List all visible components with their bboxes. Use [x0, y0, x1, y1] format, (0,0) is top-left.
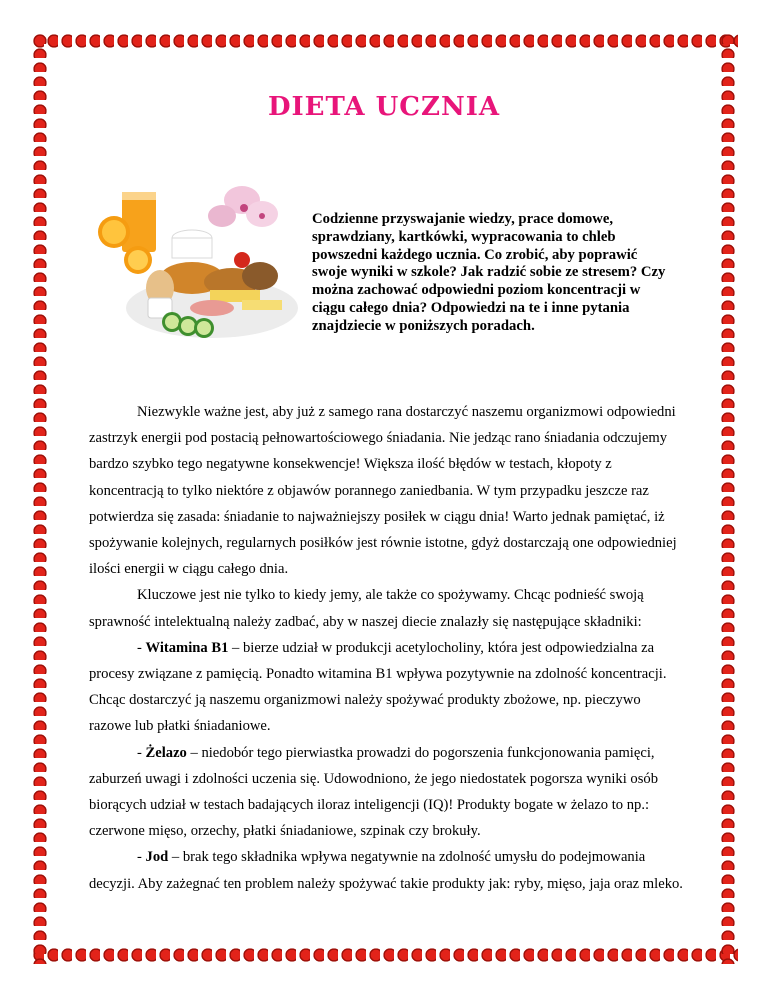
nutrient-item: - Jod – brak tego składnika wpływa negatywnie na zdolność umysłu do podejmowania decyzji. Aby zażegnać ten problem należy spożywać takie produkty jak: ryby, mięso, jaja oraz mleko. [89, 849, 683, 892]
nutrient-name: Jod [145, 849, 169, 866]
apple-border-top [30, 30, 738, 50]
intro-text: Codzienne przyswajanie wiedzy, prace domowe, sprawdziany, kartkówki, wypracowania to chleb powszedni każdego ucznia. Co zrobić, aby poprawić swoje wyniki w szkole? Jak radzić sobie ze stresem? Czy można zachować odpowiedni poziom koncentracji w ciągu całego dnia? Odpowiedzi na te i inne pytania znajdziecie w poniższych poradach. [312, 211, 666, 334]
nutrient-item: - Żelazo – niedobór tego pierwiastka prowadzi do pogorszenia funkcjonowania pamięci, zaburzeń uwagi i zdolności uczenia się. Udowodniono, że jego niedostatek pogorsza wyniki osób biorących udział w testach badających iloraz inteligencji (IQ)! Produkty bogate w żelazo to np.: czerwone mięso, orzechy, płatki śniadaniowe, szpinak czy brokuły. [89, 744, 658, 840]
nutrient-name: Witamina B1 [145, 639, 229, 656]
article-body [89, 399, 685, 897]
paragraph: Niezwykle ważne jest, aby już z samego rana dostarczyć naszemu organizmowi odpowiedni zastrzyk energii pod postacią pełnowartościowego śniadania. Nie jedząc rano śniadania odczujemy bardzo szybko tego negatywne konsekwencje! Większa ilość błędów w testach, kłopoty z koncentracją to tylko niektóre z objawów porannego zaniedbania. W tym przypadku jeszcze raz potwierdza się zasada: śniadanie to najważniejszy posiłek w ciągu dnia! Warto jednak pamiętać, iż spożywanie kolejnych, regularnych posiłków jest równie istotne, gdyż dostarczają one odpowiedniej ilości energii w ciągu całego dnia. [89, 404, 677, 578]
nutrient-item: - Witamina B1 – bierze udział w produkcji acetylocholiny, która jest odpowiedzialna za procesy związane z pamięcią. Ponadto witamina B1 wpływa pozytywnie na zdolność koncentracji. Chcąc dostarczyć ją naszemu organizmowi należy spożywać produkty zbożowe, np. pieczywo razowe lub płatki śniadaniowe. [89, 639, 667, 735]
paragraph: Kluczowe jest nie tylko to kiedy jemy, ale także co spożywamy. Chcąc podnieść swoją sprawność intelektualną należy zadbać, aby w naszej diecie znalazły się następujące składniki: [89, 587, 644, 630]
apple-border-bottom [30, 944, 738, 964]
apple-border-right [718, 30, 738, 964]
nutrient-name: Żelazo [145, 744, 187, 761]
apple-border-left [30, 30, 50, 964]
breakfast-photo [92, 180, 302, 348]
page-title: DIETA UCZNIA [267, 92, 501, 122]
